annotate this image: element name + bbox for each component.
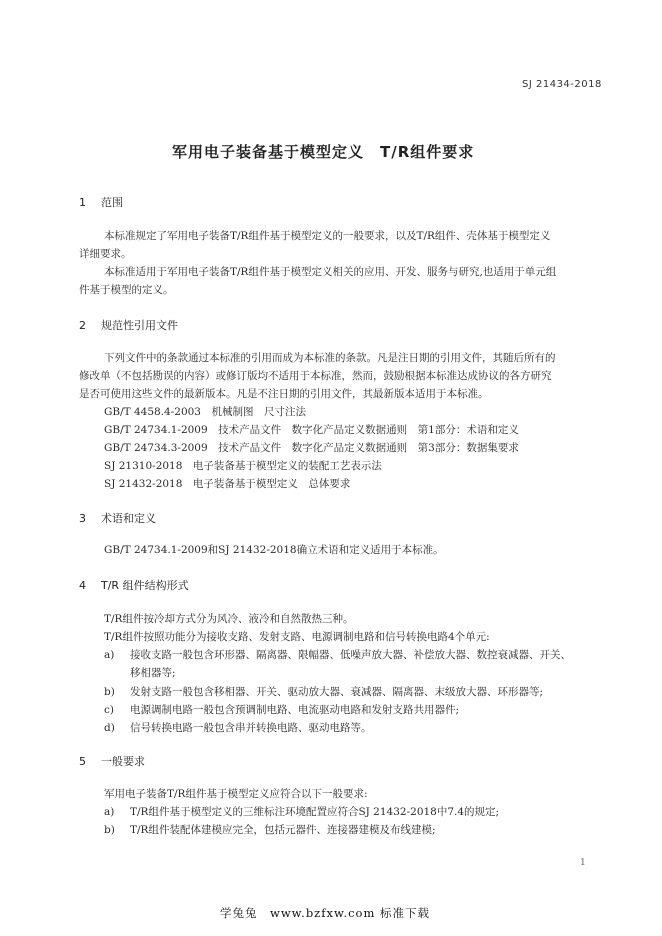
page-title: 军用电子装备基于模型定义 T/R组件要求 <box>172 143 475 161</box>
section-title: 术语和定义 <box>101 512 156 525</box>
list-item <box>104 719 372 737</box>
list-text: 发射支路一般包含移相器、开关、驱动放大器、衰减器、隔离器、末级放大器、环形器等; <box>130 686 544 698</box>
paragraph-line: 军用电子装备T/R组件基于模型定义应符合以下一般要求: <box>104 788 368 800</box>
paragraph-line: 件基于模型的定义。 <box>79 284 174 296</box>
paragraph-line: 下列文件中的条款通过本标准的引用而成为本标准的条款。凡是注日期的引用文件，其随后所有的 <box>104 352 556 364</box>
section-number: 4 <box>79 579 86 592</box>
list-marker: b) <box>104 686 115 698</box>
list-item <box>104 803 499 821</box>
list-marker: a) <box>104 806 115 818</box>
paragraph-line: T/R组件按冷却方式分为风冷、液冷和自然散热三种。 <box>104 613 354 625</box>
site-footer: 学兔兔 www.bzfxw.com 标准下载 <box>220 906 431 920</box>
section-2-heading <box>79 317 178 333</box>
list-marker: d) <box>104 722 115 734</box>
section-number: 5 <box>79 755 86 768</box>
list-item <box>104 701 459 719</box>
paragraph-line: 详细要求。 <box>79 248 132 260</box>
paragraph-line: GB/T 24734.1-2009和SJ 21432-2018确立术语和定义适用于本标准。 <box>104 544 444 556</box>
section-1-heading <box>79 194 123 210</box>
list-marker: c) <box>104 704 114 716</box>
list-text: T/R组件装配体建模应完全，包括元器件、连接器建模及布线建模; <box>130 824 436 836</box>
section-title: T/R 组件结构形式 <box>101 579 189 592</box>
list-marker: b) <box>104 824 115 836</box>
list-item <box>104 821 435 839</box>
list-item <box>104 683 543 701</box>
section-number: 2 <box>79 319 86 332</box>
section-title: 范围 <box>101 196 123 209</box>
section-title: 规范性引用文件 <box>101 319 178 332</box>
paragraph-line: 是否可使用这些文件的最新版本。凡是不注日期的引用文件，其最新版本适用于本标准。 <box>79 388 489 400</box>
reference-item: GB/T 24734.3-2009 技术产品文件 数字化产品定义数据通则 第3部分：数据集要求 <box>104 442 519 454</box>
paragraph-line: 修改单（不包括勘误的内容）或修订版均不适用于本标准，然而，鼓励根据本标准达成协议的各方研究 <box>79 370 552 382</box>
list-marker: a) <box>104 649 115 661</box>
paragraph-line: 本标准规定了军用电子装备T/R组件基于模型定义的一般要求，以及T/R组件、壳体基于模型定义 <box>104 230 551 242</box>
reference-item: GB/T 4458.4-2003 机械制图 尺寸注法 <box>104 406 306 418</box>
section-number: 1 <box>79 196 86 209</box>
list-text: T/R组件基于模型定义的三维标注环境配置应符合SJ 21432-2018中7.4的规定; <box>130 806 500 818</box>
reference-item: SJ 21432-2018 电子装备基于模型定义 总体要求 <box>104 478 351 490</box>
reference-item: SJ 21310-2018 电子装备基于模型定义的装配工艺表示法 <box>104 460 382 472</box>
paragraph-line: T/R组件按照功能分为接收支路、发射支路、电源调制电路和信号转换电路4个单元: <box>104 631 490 643</box>
list-item <box>104 646 571 664</box>
page-number: 1 <box>580 858 586 868</box>
document-number: SJ 21434-2018 <box>522 79 602 90</box>
list-item-continuation: 移相器等; <box>130 667 176 679</box>
section-3-heading <box>79 510 156 526</box>
paragraph-line: 本标准适用于军用电子装备T/R组件基于模型定义相关的应用、开发、服务与研究,也适用于单元组 <box>104 266 557 278</box>
section-number: 3 <box>79 512 86 525</box>
section-5-heading <box>79 753 145 769</box>
section-title: 一般要求 <box>101 755 145 768</box>
list-text: 接收支路一般包含环形器、隔离器、限幅器、低噪声放大器、补偿放大器、数控衰减器、开关、 <box>130 649 571 661</box>
list-text: 电源调制电路一般包含预调制电路、电流驱动电路和发射支路共用器件; <box>130 704 460 716</box>
reference-item: GB/T 24734.1-2009 技术产品文件 数字化产品定义数据通则 第1部分：术语和定义 <box>104 424 519 436</box>
section-4-heading <box>79 577 189 593</box>
list-text: 信号转换电路一般包含串并转换电路、驱动电路等。 <box>130 722 372 734</box>
